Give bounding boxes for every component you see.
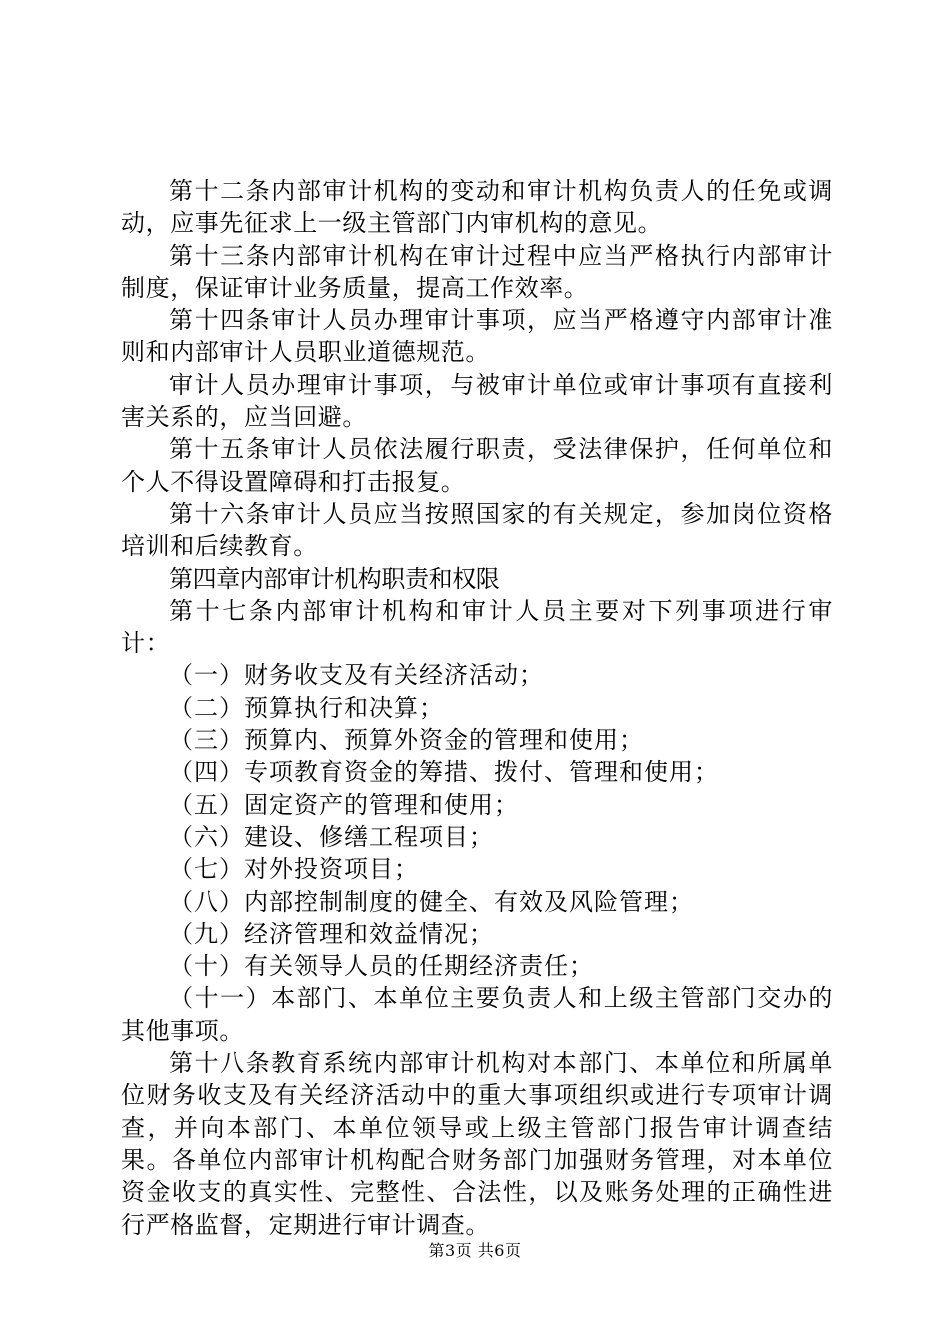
list-item: （八）内部控制制度的健全、有效及风险管理； [169, 887, 694, 916]
article-17: 第十七条内部审计机构和审计人员主要对下列事项进行审计： [121, 596, 833, 658]
page-number-footer: 第3页 共6页 [428, 1241, 522, 1260]
article-14-clause: 审计人员办理审计事项，与被审计单位或审计事项有直接利害关系的，应当回避。 [121, 370, 833, 432]
article-18: 第十八条教育系统内部审计机构对本部门、本单位和所属单位财务收支及有关经济活动中的重大事项组织或进行专项审计调查，并向本部门、本单位领导或上级主管部门报告审计调查结果。各单位内部审计机构配合财务部门加强财务管理，对本单位资金收支的真实性、完整性、合法性，以及账务处理的正确性进行严格监督，定期进行审计调查。 [121, 1049, 833, 1239]
article-12: 第十二条内部审计机构的变动和审计机构负责人的任免或调动，应事先征求上一级主管部门内审机构的意见。 [121, 177, 833, 238]
chapter-4-heading: 第四章内部审计机构职责和权限 [169, 564, 500, 593]
article-13: 第十三条内部审计机构在审计过程中应当严格执行内部审计制度，保证审计业务质量，提高工作效率。 [121, 241, 833, 302]
list-item: （三）预算内、预算外资金的管理和使用； [169, 726, 644, 755]
list-item: （六）建设、修缮工程项目； [169, 822, 494, 851]
list-item: （四）专项教育资金的筹措、拨付、管理和使用； [169, 758, 719, 787]
list-item: （一）财务收支及有关经济活动； [169, 661, 544, 690]
list-item: （九）经济管理和效益情况； [169, 919, 494, 948]
document-body [121, 175, 833, 1241]
article-16: 第十六条审计人员应当按照国家的有关规定，参加岗位资格培训和后续教育。 [121, 499, 833, 561]
list-item: （七）对外投资项目； [169, 855, 419, 884]
list-item: （五）固定资产的管理和使用； [169, 790, 519, 819]
list-item: （二）预算执行和决算； [169, 693, 444, 722]
article-15: 第十五条审计人员依法履行职责，受法律保护，任何单位和个人不得设置障碍和打击报复。 [121, 435, 833, 496]
list-item: （十一）本部门、本单位主要负责人和上级主管部门交办的其他事项。 [121, 984, 833, 1045]
list-item: （十）有关领导人员的任期经济责任； [169, 952, 594, 981]
article-14: 第十四条审计人员办理审计事项，应当严格遵守内部审计准则和内部审计人员职业道德规范。 [121, 306, 833, 367]
